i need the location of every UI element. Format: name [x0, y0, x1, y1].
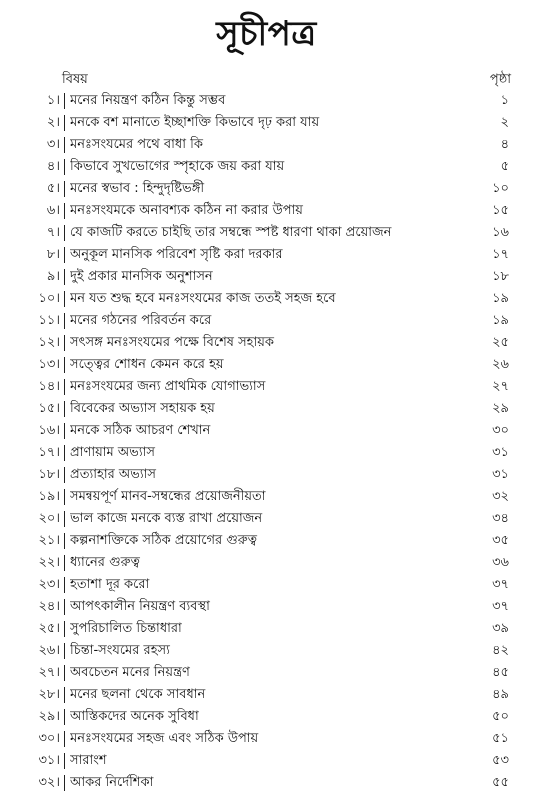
toc-entry	[0, 134, 533, 156]
toc-entry	[0, 376, 533, 398]
entry-page-number: ২৭	[492, 379, 509, 394]
entry-title: মনকে সঠিক আচরণ শেখান	[70, 423, 211, 438]
entry-page-number: ৪২	[492, 643, 509, 658]
page-title: সূচীপত্র	[216, 14, 317, 54]
entry-divider	[64, 709, 65, 725]
entry-page-number: ৫০	[492, 709, 509, 724]
entry-divider	[64, 775, 65, 791]
entry-number: ৪।	[46, 159, 60, 174]
entry-number: ৫।	[46, 181, 60, 196]
entry-title: দুই প্রকার মানসিক অনুশাসন	[70, 269, 213, 284]
entry-page-number: ৪৫	[492, 665, 509, 680]
entry-number: ২২।	[38, 555, 60, 570]
entry-page-number: ৫	[500, 159, 509, 174]
toc-entry	[0, 662, 533, 684]
toc-entry	[0, 332, 533, 354]
toc-entry	[0, 420, 533, 442]
entry-title: মনঃসংযমের সহজ এবং সঠিক উপায়	[70, 731, 259, 746]
entry-divider	[64, 467, 65, 483]
entry-number: ২৮।	[38, 687, 60, 702]
toc-entry	[0, 706, 533, 728]
entry-title: মনের নিয়ন্ত্রণ কঠিন কিন্তু সম্ভব	[70, 93, 226, 108]
entry-number: ৬।	[46, 203, 60, 218]
entry-title: মনঃসংযমকে অনাবশ্যক কঠিন না করার উপায়	[70, 203, 303, 218]
entry-divider	[64, 423, 65, 439]
entry-divider	[64, 577, 65, 593]
entry-title: সারাংশ	[70, 753, 107, 768]
entry-title: সত্ত্বের শোধন কেমন করে হয়	[70, 357, 224, 372]
entry-divider	[64, 379, 65, 395]
entry-divider	[64, 621, 65, 637]
entry-divider	[64, 181, 65, 197]
entry-page-number: ৩২	[492, 489, 509, 504]
entry-page-number: ৩১	[492, 445, 509, 460]
entry-number: ১৯।	[38, 489, 60, 504]
entry-title: আপৎকালীন নিয়ন্ত্রণ ব্যবস্থা	[70, 599, 210, 614]
entry-divider	[64, 115, 65, 131]
entry-number: ২।	[46, 115, 60, 130]
entry-number: ৮।	[46, 247, 60, 262]
entry-page-number: ৩৭	[492, 577, 509, 592]
entry-number: ১৮।	[38, 467, 60, 482]
entry-page-number: ১৮	[492, 269, 509, 284]
entry-number: ২৬।	[38, 643, 60, 658]
toc-entry	[0, 596, 533, 618]
entry-title: যে কাজটি করতে চাইছি তার সম্বন্ধে স্পষ্ট ধারণা থাকা প্রয়োজন	[70, 225, 392, 240]
entry-divider	[64, 643, 65, 659]
entry-divider	[64, 159, 65, 175]
toc-entry	[0, 310, 533, 332]
entry-page-number: ৪৯	[492, 687, 509, 702]
entry-title: কল্পনাশক্তিকে সঠিক প্রয়োগের গুরুত্ব	[70, 533, 258, 548]
toc-entry	[0, 684, 533, 706]
entry-divider	[64, 313, 65, 329]
entry-page-number: ৩১	[492, 467, 509, 482]
entry-divider	[64, 687, 65, 703]
entry-page-number: ৩৯	[492, 621, 509, 636]
entry-number: ২০।	[38, 511, 60, 526]
entry-page-number: ৫৫	[492, 775, 509, 790]
entry-title: মনঃসংযমের জন্য প্রাথমিক যোগাভ্যাস	[70, 379, 266, 394]
entry-number: ১৪।	[38, 379, 60, 394]
entry-number: ১৬।	[38, 423, 60, 438]
toc-header	[0, 70, 533, 88]
entry-divider	[64, 401, 65, 417]
toc-entry	[0, 266, 533, 288]
toc-entry	[0, 354, 533, 376]
subject-column-header: বিষয়	[62, 72, 88, 87]
entry-divider	[64, 511, 65, 527]
entry-number: ২৭।	[38, 665, 60, 680]
toc-entry	[0, 112, 533, 134]
toc-entry	[0, 200, 533, 222]
entry-title: মনের স্বভাব : হিন্দুদৃষ্টিভঙ্গী	[70, 181, 205, 196]
entry-divider	[64, 225, 65, 241]
entry-number: ২৩।	[38, 577, 60, 592]
entry-divider	[64, 555, 65, 571]
entry-page-number: ৩৪	[492, 511, 509, 526]
entry-number: ৩০।	[38, 731, 60, 746]
toc-entry	[0, 530, 533, 552]
entry-title: হতাশা দূর করো	[70, 577, 150, 592]
entry-page-number: ১	[500, 93, 509, 108]
entry-title: মনের গঠনের পরিবর্তন করে	[70, 313, 212, 328]
entry-number: ১৩।	[38, 357, 60, 372]
entry-page-number: ১৫	[492, 203, 509, 218]
entry-title: আকর নির্দেশিকা	[70, 775, 154, 790]
toc-entry	[0, 486, 533, 508]
entry-divider	[64, 753, 65, 769]
entry-number: ১২।	[38, 335, 60, 350]
entry-number: ১৫।	[38, 401, 60, 416]
entry-page-number: ৫১	[492, 731, 509, 746]
entry-page-number: ১৭	[492, 247, 509, 262]
entry-divider	[64, 247, 65, 263]
entry-divider	[64, 93, 65, 109]
toc-entry	[0, 508, 533, 530]
entry-number: ১৭।	[38, 445, 60, 460]
entry-title: মনকে বশ মানাতে ইচ্ছাশক্তি কিভাবে দৃঢ় করা যায়	[70, 115, 320, 130]
toc-entry	[0, 244, 533, 266]
toc-entry	[0, 442, 533, 464]
toc-entry	[0, 618, 533, 640]
entry-title: অবচেতন মনের নিয়ন্ত্রণ	[70, 665, 190, 680]
entry-divider	[64, 335, 65, 351]
toc-entry	[0, 640, 533, 662]
toc-entry	[0, 288, 533, 310]
entry-divider	[64, 291, 65, 307]
entry-divider	[64, 203, 65, 219]
entry-page-number: ৫৩	[492, 753, 509, 768]
entry-divider	[64, 533, 65, 549]
entry-divider	[64, 269, 65, 285]
entry-number: ২১।	[38, 533, 60, 548]
entry-page-number: ২৯	[492, 401, 509, 416]
entry-number: ১১।	[38, 313, 60, 328]
entry-divider	[64, 731, 65, 747]
entry-page-number: ৩৬	[492, 555, 509, 570]
toc-entry	[0, 156, 533, 178]
entry-page-number: ৩০	[492, 423, 509, 438]
entry-divider	[64, 599, 65, 615]
toc-entry	[0, 90, 533, 112]
entry-title: বিবেকের অভ্যাস সহায়ক হয়	[70, 401, 215, 416]
entry-page-number: ১৯	[492, 313, 509, 328]
entry-title: সুপরিচালিত চিন্তাধারা	[70, 621, 182, 636]
entry-page-number: ১৬	[492, 225, 509, 240]
entry-number: ৩।	[46, 137, 60, 152]
entry-title: আস্তিকদের অনেক সুবিধা	[70, 709, 199, 724]
entry-divider	[64, 137, 65, 153]
entry-number: ২৯।	[38, 709, 60, 724]
entry-title: মনঃসংযমের পথে বাধা কি	[70, 137, 203, 152]
toc-list	[0, 90, 533, 794]
entry-divider	[64, 357, 65, 373]
page-column-header: পৃষ্ঠা	[489, 72, 511, 87]
entry-title: কিভাবে সুখভোগের স্পৃহাকে জয় করা যায়	[70, 159, 285, 174]
entry-title: ধ্যানের গুরুত্ব	[70, 555, 140, 570]
toc-entry	[0, 222, 533, 244]
entry-title: সৎসঙ্গ মনঃসংযমের পক্ষে বিশেষ সহায়ক	[70, 335, 275, 350]
toc-entry	[0, 750, 533, 772]
entry-title: প্রাণায়াম অভ্যাস	[70, 445, 155, 460]
entry-title: প্রত্যাহার অভ্যাস	[70, 467, 156, 482]
entry-number: ৩২।	[38, 775, 60, 790]
entry-page-number: ৩৭	[492, 599, 509, 614]
entry-divider	[64, 445, 65, 461]
toc-entry	[0, 464, 533, 486]
toc-entry	[0, 398, 533, 420]
entry-title: মন যত শুদ্ধ হবে মনঃসংযমের কাজ ততই সহজ হবে	[70, 291, 336, 306]
toc-entry	[0, 574, 533, 596]
entry-page-number: ১০	[492, 181, 509, 196]
entry-page-number: ২	[500, 115, 509, 130]
entry-number: ১০।	[38, 291, 60, 306]
entry-page-number: ৩৫	[492, 533, 509, 548]
toc-entry	[0, 772, 533, 794]
entry-title: চিন্তা-সংযমের রহস্য	[70, 643, 170, 658]
entry-title: ভাল কাজে মনকে ব্যস্ত রাখা প্রয়োজন	[70, 511, 263, 526]
entry-page-number: ১৯	[492, 291, 509, 306]
entry-title: সমন্বয়পূর্ণ মানব-সম্বন্ধের প্রয়োজনীয়তা	[70, 489, 266, 504]
toc-entry	[0, 552, 533, 574]
entry-divider	[64, 489, 65, 505]
entry-title: অনুকূল মানসিক পরিবেশ সৃষ্টি করা দরকার	[70, 247, 283, 262]
toc-entry	[0, 178, 533, 200]
entry-divider	[64, 665, 65, 681]
entry-number: ১।	[46, 93, 60, 108]
entry-title: মনের ছলনা থেকে সাবধান	[70, 687, 206, 702]
toc-entry	[0, 728, 533, 750]
entry-number: ৩১।	[38, 753, 60, 768]
entry-page-number: ২৫	[492, 335, 509, 350]
entry-number: ২৪।	[38, 599, 60, 614]
entry-page-number: ৪	[500, 137, 509, 152]
entry-number: ২৫।	[38, 621, 60, 636]
entry-number: ৯।	[46, 269, 60, 284]
entry-number: ৭।	[46, 225, 60, 240]
entry-page-number: ২৬	[492, 357, 509, 372]
